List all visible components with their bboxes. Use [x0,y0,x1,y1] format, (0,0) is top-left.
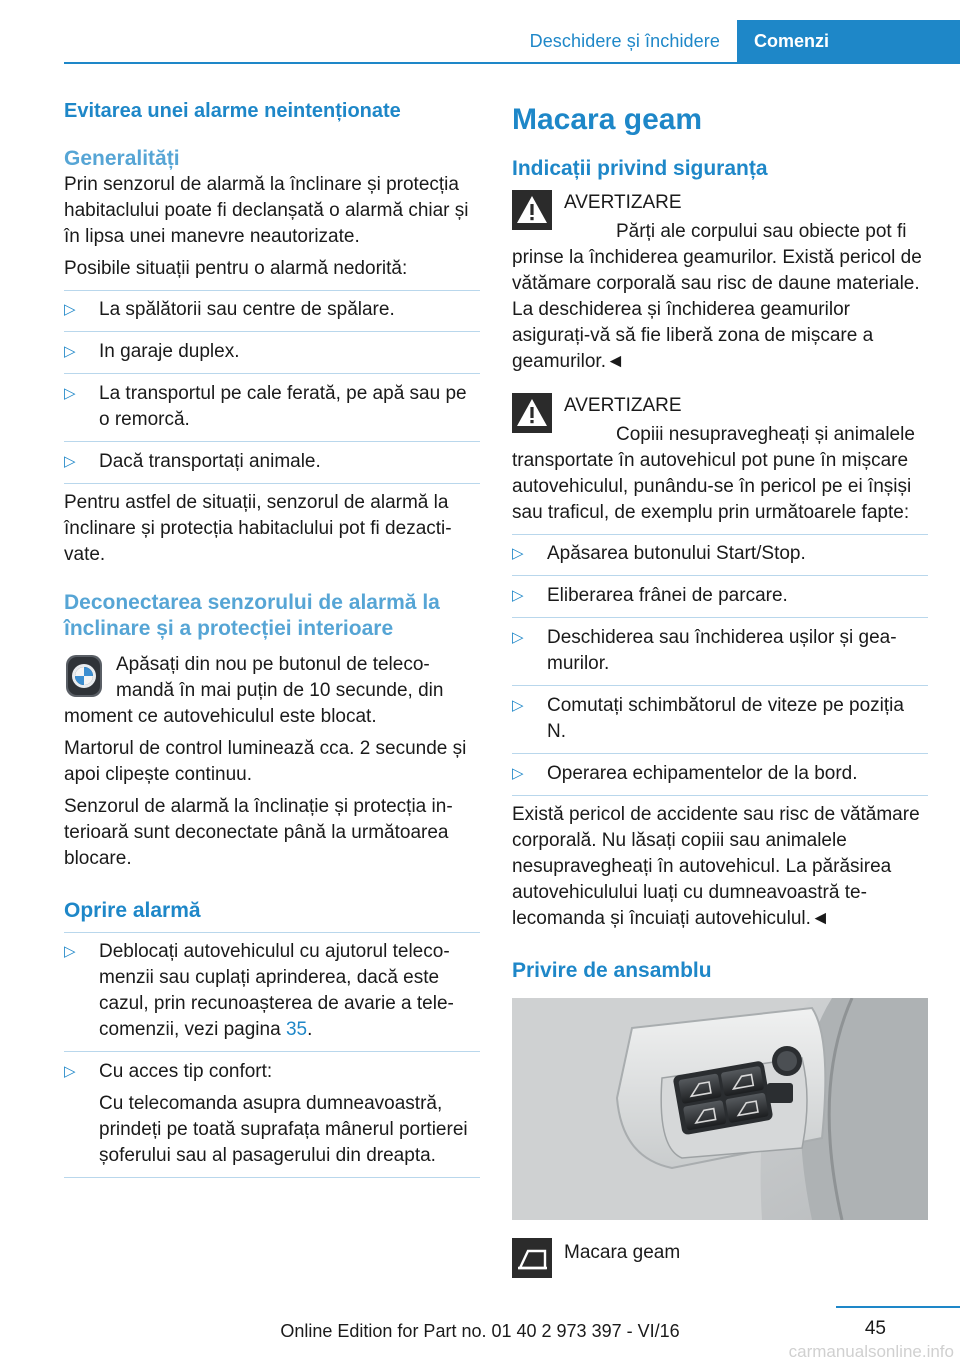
list-children-risks [512,534,928,796]
page-number: 45 [864,1318,886,1339]
heading-stop-alarm: Oprire alarmă [64,899,201,922]
bullet-triangle-icon: ▷ [64,453,76,470]
heading-disconnect-sensor: Deconectarea senzorului de alarmă la înclinare și a protecției interioare [64,591,440,640]
bullet-triangle-icon: ▷ [64,1063,76,1080]
bullet-triangle-icon: ▷ [64,343,76,360]
caption-window-lift [512,1238,928,1266]
window-switch-icon [512,1238,552,1278]
list-item: ▷ Operarea echipamentelor de la bord. [512,753,928,787]
warning-block [512,190,928,375]
right-column [512,102,928,1278]
bullet-triangle-icon: ▷ [64,943,76,960]
bullet-triangle-icon: ▷ [64,301,76,318]
warning-title: AVERTIZARE [564,192,682,213]
heading-avoid-alarm: Evitarea unei alarme neintenționate [64,100,401,122]
heading-general: Generalități [64,147,180,170]
bullet-triangle-icon: ▷ [512,765,524,782]
paragraph-risk: Există pericol de accidente sau risc de vătămare corporală. Nu lăsați copiii sau animalele nesupravegheați în autovehicul. La părăsirea autovehiculului luați cu dumneavoastră telecomanda și încuiați autovehiculul.◄ [512,804,920,929]
paragraph-general: Prin senzorul de alarmă la înclinare și protecția habitaclului poate fi declanșată o alarmă chiar și în lipsa unei manevre neautorizate. [64,174,469,247]
keyfob-instruction [64,652,480,730]
warning-title: AVERTIZARE [564,395,682,416]
warning-triangle-icon [512,393,552,433]
paragraph-press-button: Apăsați din nou pe butonul de telecomandă în mai puțin de 10 secunde, din moment ce autovehiculul este blocat. [64,654,444,727]
warning-text: Copiii nesupravegheați și animalele transportate în autovehicul pot pune în mișcare autovehiculul, punându-se în pericol pe ei înșiși sau traficul, de exemplu prin următoarele fapte: [512,424,915,523]
list-item: ▷ In garaje duplex. [64,331,480,365]
keyfob-icon [64,654,104,698]
list-item: ▷ La transportul pe cale ferată, pe apă sau pe o remorcă. [64,373,480,433]
bullet-triangle-icon: ▷ [512,587,524,604]
paragraph-disable: Pentru astfel de situații, senzorul de alarmă la înclinare și protecția habitaclului pot fi dezactivate. [64,492,452,565]
bullet-triangle-icon: ▷ [64,385,76,402]
header-section-title: Deschidere și închidere [529,31,720,51]
bullet-triangle-icon: ▷ [512,545,524,562]
bullet-triangle-icon: ▷ [512,629,524,646]
warning-block [512,393,928,526]
list-item: ▷ Cu acces tip confort: Cu telecomanda asupra dumneavoastră, prindeți pe toată suprafața mânerul portierei șoferului sau al pasagerului din dreapta. [64,1051,480,1169]
list-unwanted-alarm [64,290,480,484]
list-item: ▷ La spălătorii sau centre de spălare. [64,291,480,323]
header-chapter-tab: Comenzi [737,20,960,62]
bullet-triangle-icon: ▷ [512,697,524,714]
footer-rule [836,1306,960,1308]
heading-overview: Privire de ansamblu [512,959,712,982]
left-column [64,98,480,1178]
list-item: ▷ Deschiderea sau închiderea ușilor și geamurilor. [512,617,928,677]
heading-safety: Indicații privind siguranța [512,157,768,180]
footer-edition: Online Edition for Part no. 01 40 2 973 397 - VI/16 [280,1321,680,1341]
caption-text: Macara geam [564,1242,681,1263]
paragraph-comfort-access: Cu telecomanda asupra dumneavoastră, prindeți pe toată suprafața mânerul portierei șoferului sau al pasagerului din dreapta. [99,1093,468,1166]
window-switch-photo [512,998,928,1220]
list-stop-alarm [64,932,480,1178]
heading-window-lift: Macara geam [512,103,703,136]
warning-text: Părți ale corpului sau obiecte pot fi prinse la închiderea geamurilor. Există pericol de vătămare corporală sau risc de daune materiale. La deschiderea și închiderea geamurilor asigurați-vă să fie liberă zona de mișcare a geamurilor.◄ [512,221,922,372]
list-item: ▷ Apăsarea butonului Start/Stop. [512,535,928,567]
list-item: ▷ Eliberarea frânei de parcare. [512,575,928,609]
paragraph-sensor-off: Senzorul de alarmă la înclinație și protecția interioară sunt deconectate până la următoarea blocare. [64,796,453,869]
warning-triangle-icon [512,190,552,230]
paragraph-control-light: Martorul de control luminează cca. 2 secunde și apoi clipește continuu. [64,738,467,785]
header-rule [64,62,960,64]
watermark: carmanualsonline.info [788,1342,954,1361]
page-link[interactable]: 35 [285,1019,308,1040]
list-item: ▷ Dacă transportați animale. [64,441,480,475]
list-item: ▷ Comutați schimbătorul de viteze pe poziția N. [512,685,928,745]
paragraph-possible: Posibile situații pentru o alarmă nedorită: [64,258,408,279]
list-item: ▷ Deblocați autovehiculul cu ajutorul telecomenzii sau cuplați aprinderea, dacă este cazul, prin recunoașterea de avarie a telecomenzii, vezi pagina 35. [64,941,454,1040]
